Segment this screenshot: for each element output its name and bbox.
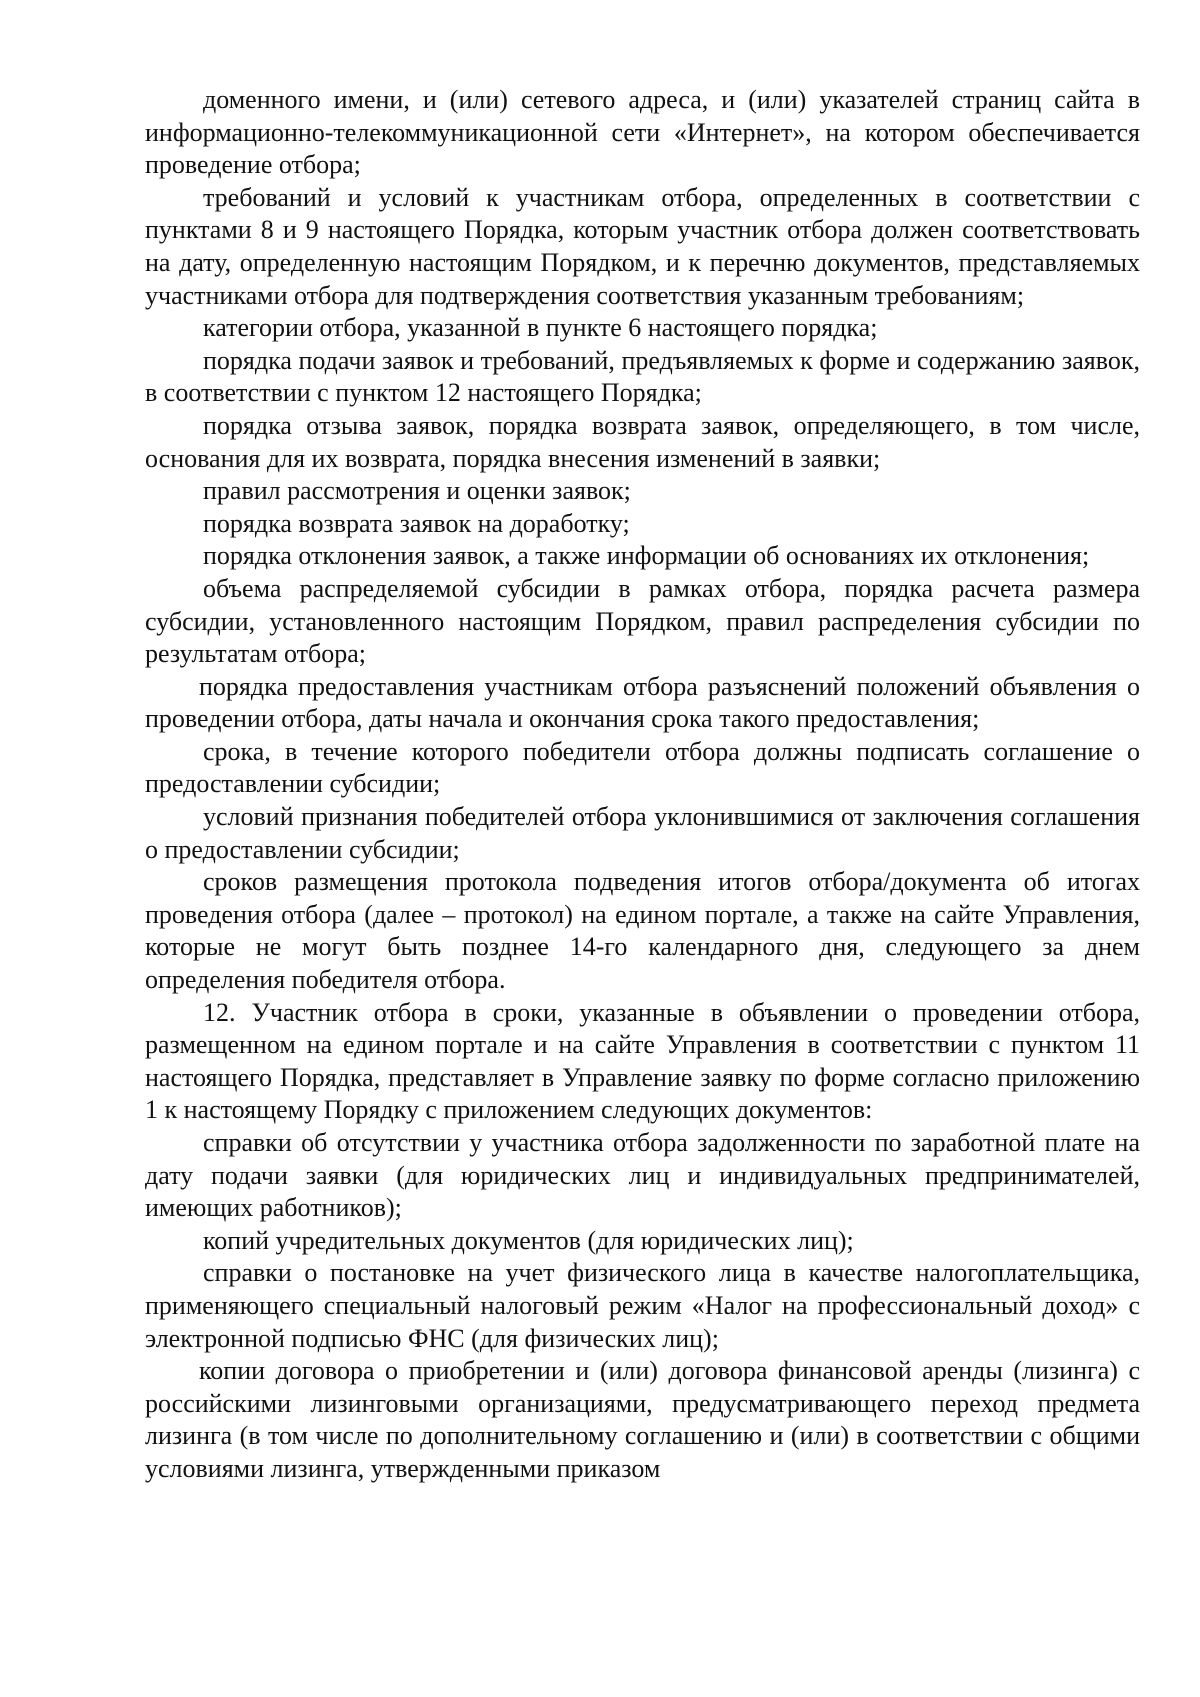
paragraph-review-rules: правил рассмотрения и оценки заявок;: [203, 476, 631, 506]
paragraph-category: категории отбора, указанной в пункте 6 настоящего порядка;: [203, 313, 878, 343]
paragraph-submission-order: порядка подачи заявок и требований, предъявляемых к форме и содержанию заявок, в соответствии с пунктом 12 настоящего Порядка;: [145, 345, 1140, 408]
paragraph-signing-term: срока, в течение которого победители отбора должны подписать соглашение о предоставлении субсидии;: [145, 736, 1140, 799]
paragraph-evasion-conditions: условий признания победителей отбора уклонившимися от заключения соглашения о предоставлении субсидии;: [145, 802, 1140, 864]
paragraph-leasing-contract: копии договора о приобретении и (или) договора финансовой аренды (лизинга) с российскими лизинговыми организациями, предусматривающего переход предмета лизинга (в том числе по дополнительному соглашению и (или) в соответствии с общими условиями лизинга, утвержденными приказом: [145, 1356, 1140, 1483]
paragraph-tax-registration: справки о постановке на учет физического лица в качестве налогоплательщика, применяющего специальный налоговый режим «Налог на профессиональный доход» с электронной подписью ФНС (для физических лиц);: [145, 1258, 1140, 1353]
paragraph-domain-name: доменного имени, и (или) сетевого адреса, и (или) указателей страниц сайта в информационно-телекоммуникационной сети «Интернет», на котором обеспечивается проведение отбора;: [145, 85, 1140, 180]
paragraph-return-for-revision: порядка возврата заявок на доработку;: [203, 508, 630, 538]
paragraph-subsidy-volume: объема распределяемой субсидии в рамках отбора, порядка расчета размера субсидии, установленного настоящим Порядком, правил распределения субсидии по результатам отбора;: [145, 573, 1140, 669]
paragraph-requirements: требований и условий к участникам отбора, определенных в соответствии с пунктами 8 и 9 настоящего Порядка, которым участник отбора должен соответствовать на дату, определенную настоящим Порядком, и к перечню документов, представляемых участниками отбора для подтверждения соответствия указанным требованиям;: [145, 182, 1140, 310]
paragraph-rejection-order: порядка отклонения заявок, а также информации об основаниях их отклонения;: [203, 541, 1090, 571]
paragraph-clarifications: порядка предоставления участникам отбора разъяснений положений объявления о проведении отбора, даты начала и окончания срока такого предоставления;: [145, 671, 1140, 734]
paragraph-protocol-terms: сроков размещения протокола подведения итогов отбора/документа об итогах проведения отбора (далее – протокол) на едином портале, а также на сайте Управления, которые не могут быть позднее 14-го календарного дня, следующего за днем определения победителя отбора.: [145, 867, 1140, 995]
paragraph-founding-documents: копий учредительных документов (для юридических лиц);: [203, 1225, 854, 1255]
paragraph-salary-debt-certificate: справки об отсутствии у участника отбора задолженности по заработной плате на дату подачи заявки (для юридических лиц и индивидуальных предпринимателей, имеющих работников);: [145, 1128, 1140, 1223]
paragraph-section-12: 12. Участник отбора в сроки, указанные в объявлении о проведении отбора, размещенном на едином портале и на сайте Управления в соответствии с пунктом 11 настоящего Порядка, представляет в Управление заявку по форме согласно приложению 1 к настоящему Порядку с приложением следующих документов:: [145, 997, 1140, 1125]
paragraph-withdrawal-order: порядка отзыва заявок, порядка возврата заявок, определяющего, в том числе, основания для их возврата, порядка внесения изменений в заявки;: [145, 410, 1140, 473]
document-page: [145, 84, 1140, 1486]
